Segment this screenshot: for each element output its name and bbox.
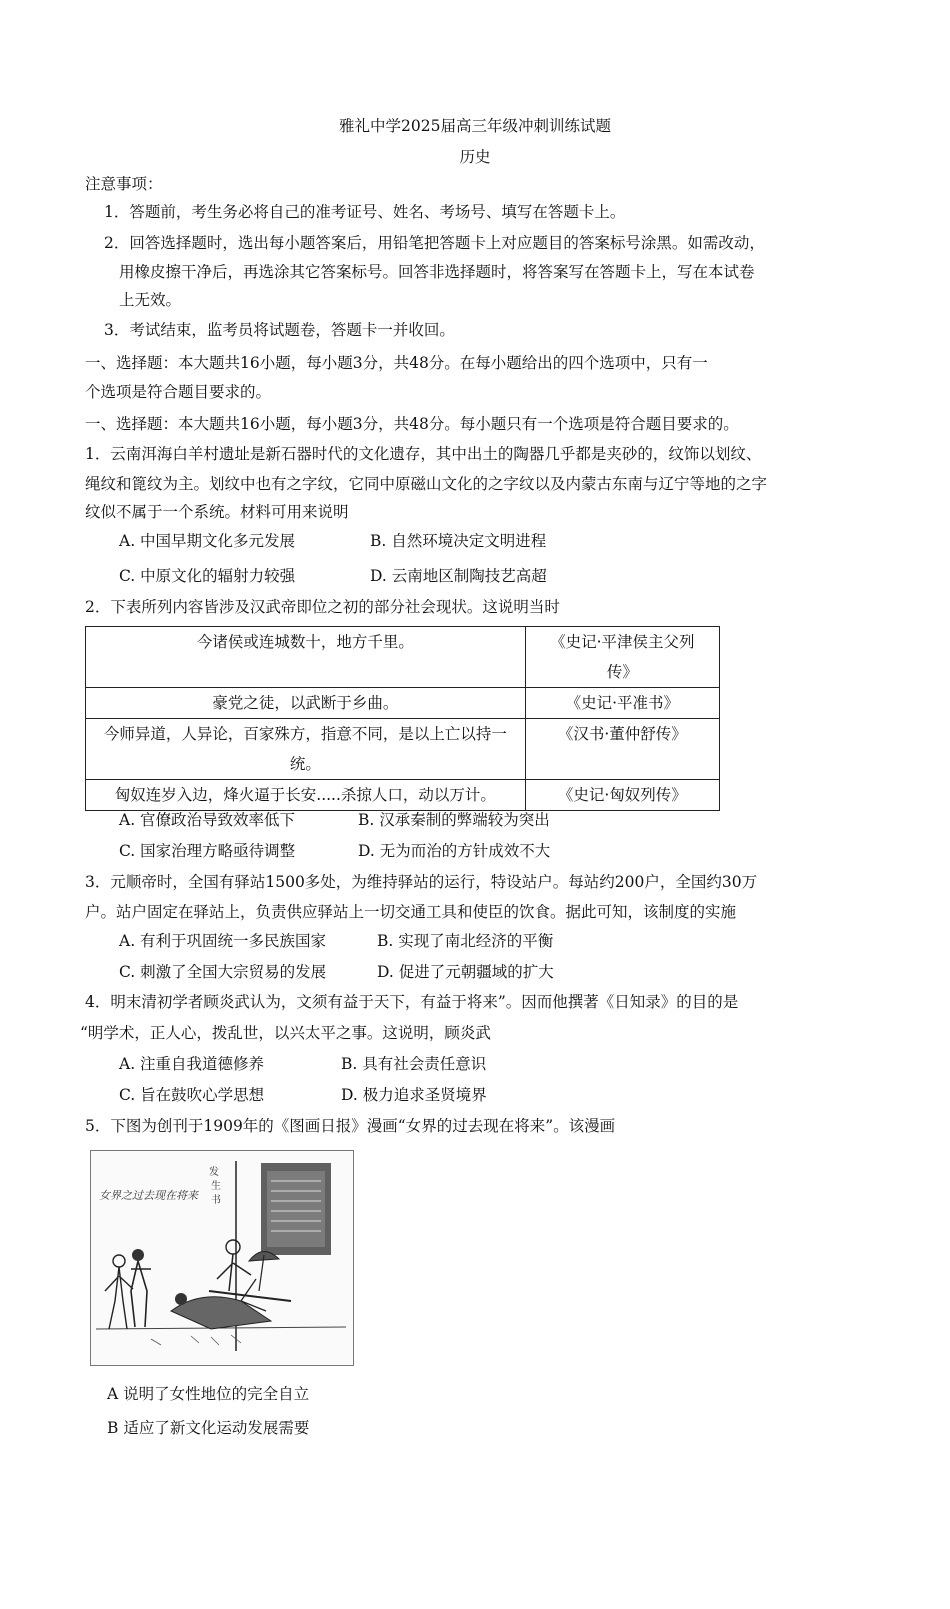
q4-stem-line2: “明学术，正人心，拨乱世，以兴太平之事。这说明，顾炎武 xyxy=(80,1024,491,1042)
q3-stem-line1: 3．元顺帝时，全国有驿站1500多处，为维持驿站的运行，特设站户。每站约200户，全国约30万 xyxy=(85,873,758,891)
source-line: 《史记·平津侯主父列 xyxy=(550,633,695,651)
q2-stem: 2．下表所列内容皆涉及汉武帝即位之初的部分社会现状。这说明当时 xyxy=(85,598,560,616)
cartoon-drawing xyxy=(91,1151,353,1365)
q4-option-b[interactable]: B. 具有社会责任意识 xyxy=(341,1055,487,1073)
section-intro-line3: 一、选择题：本大题共16小题，每小题3分，共48分。每小题只有一个选项是符合题目要求的。 xyxy=(85,415,739,433)
table-row xyxy=(86,688,720,719)
table-cell-text: 豪党之徒，以武断于乡曲。 xyxy=(86,688,526,719)
q2-option-b[interactable]: B. 汉承秦制的弊端较为突出 xyxy=(358,811,550,829)
q2-option-c[interactable]: C. 国家治理方略亟待调整 xyxy=(119,842,296,860)
q4-option-a[interactable]: A. 注重自我道德修养 xyxy=(119,1055,265,1073)
q2-option-d[interactable]: D. 无为而治的方针成效不大 xyxy=(358,842,551,860)
q2-table xyxy=(85,626,720,811)
q4-option-c[interactable]: C. 旨在鼓吹心学思想 xyxy=(119,1086,265,1104)
table-cell-source xyxy=(525,627,719,688)
svg-text:女界之过去现在将来: 女界之过去现在将来 xyxy=(99,1189,198,1202)
q1-option-a[interactable]: A. 中国早期文化多元发展 xyxy=(119,532,296,550)
text-line: 今师异道，人异论，百家殊方，指意不同，是以上亡以持一 xyxy=(103,725,507,743)
q1-option-c[interactable]: C. 中原文化的辐射力较强 xyxy=(119,567,296,585)
table-cell-source: 《史记·平准书》 xyxy=(525,688,719,719)
q4-option-d[interactable]: D. 极力追求圣贤境界 xyxy=(341,1086,487,1104)
section-intro-line2: 个选项是符合题目要求的。 xyxy=(85,383,272,401)
table-row xyxy=(86,719,720,780)
notice-item-2-cont: 用橡皮擦干净后，再选涂其它答案标号。回答非选择题时，将答案写在答题卡上，写在本试卷 xyxy=(119,263,755,281)
q3-option-a[interactable]: A. 有利于巩固统一多民族国家 xyxy=(119,932,327,950)
source-line: 传》 xyxy=(606,663,638,681)
table-cell-text xyxy=(86,719,526,780)
q3-option-c[interactable]: C. 刺激了全国大宗贸易的发展 xyxy=(119,963,327,981)
q1-option-b[interactable]: B. 自然环境决定文明进程 xyxy=(370,532,547,550)
q5-option-a[interactable]: A 说明了女性地位的完全自立 xyxy=(107,1385,310,1403)
svg-text:书: 书 xyxy=(211,1195,221,1206)
q1-option-d[interactable]: D. 云南地区制陶技艺高超 xyxy=(370,567,547,585)
table-row xyxy=(86,627,720,688)
notice-item-2-end: 上无效。 xyxy=(119,291,182,309)
q4-stem-line1: 4．明末清初学者顾炎武认为，文须有益于天下，有益于将来”。因而他撰著《日知录》的目的是 xyxy=(85,993,739,1011)
exam-subject: 历史 xyxy=(459,148,491,166)
q5-stem: 5．下图为创刊于1909年的《图画日报》漫画“女界的过去现在将来”。该漫画 xyxy=(85,1117,616,1135)
q1-stem-line1: 1．云南洱海白羊村遗址是新石器时代的文化遗存，其中出土的陶器几乎都是夹砂的，纹饰以划纹、 xyxy=(85,445,762,463)
table-cell-text: 今诸侯或连城数十，地方千里。 xyxy=(86,627,526,688)
notice-heading: 注意事项： xyxy=(85,175,163,193)
q3-stem-line2: 户。站户固定在驿站上，负责供应驿站上一切交通工具和使臣的饮食。据此可知，该制度的实施 xyxy=(85,903,737,921)
q1-stem-line2: 绳纹和篦纹为主。划纹中也有之字纹，它同中原磁山文化的之字纹以及内蒙古东南与辽宁等地的之字 xyxy=(85,475,768,493)
q3-option-d[interactable]: D. 促进了元朝疆域的扩大 xyxy=(377,963,554,981)
notice-item-3: 3．考试结束，监考员将试题卷，答题卡一并收回。 xyxy=(104,321,455,339)
notice-item-1: 1．答题前，考生务必将自己的准考证号、姓名、考场号、填写在答题卡上。 xyxy=(104,203,626,221)
cartoon-image xyxy=(90,1150,354,1366)
table-cell-source: 《汉书·董仲舒传》 xyxy=(525,719,719,780)
section-intro-line1: 一、选择题：本大题共16小题，每小题3分，共48分。在每小题给出的四个选项中，只有一 xyxy=(85,354,708,372)
text-line: 统。 xyxy=(289,755,321,773)
table-row xyxy=(86,780,720,811)
q1-stem-line3: 纹似不属于一个系统。材料可用来说明 xyxy=(85,503,349,521)
svg-text:发: 发 xyxy=(209,1167,219,1178)
table-cell-source: 《史记·匈奴列传》 xyxy=(525,780,719,811)
q5-option-b[interactable]: B 适应了新文化运动发展需要 xyxy=(107,1419,310,1437)
svg-text:生: 生 xyxy=(211,1181,221,1192)
table-cell-text: 匈奴连岁入边，烽火逼于长安.....杀掠人口，动以万计。 xyxy=(86,780,526,811)
notice-item-2: 2．回答选择题时，选出每小题答案后，用铅笔把答题卡上对应题目的答案标号涂黑。如需改动， xyxy=(104,234,765,252)
exam-title: 雅礼中学2025届高三年级冲刺训练试题 xyxy=(339,117,611,135)
q3-option-b[interactable]: B. 实现了南北经济的平衡 xyxy=(377,932,554,950)
q2-option-a[interactable]: A. 官僚政治导致效率低下 xyxy=(119,811,296,829)
